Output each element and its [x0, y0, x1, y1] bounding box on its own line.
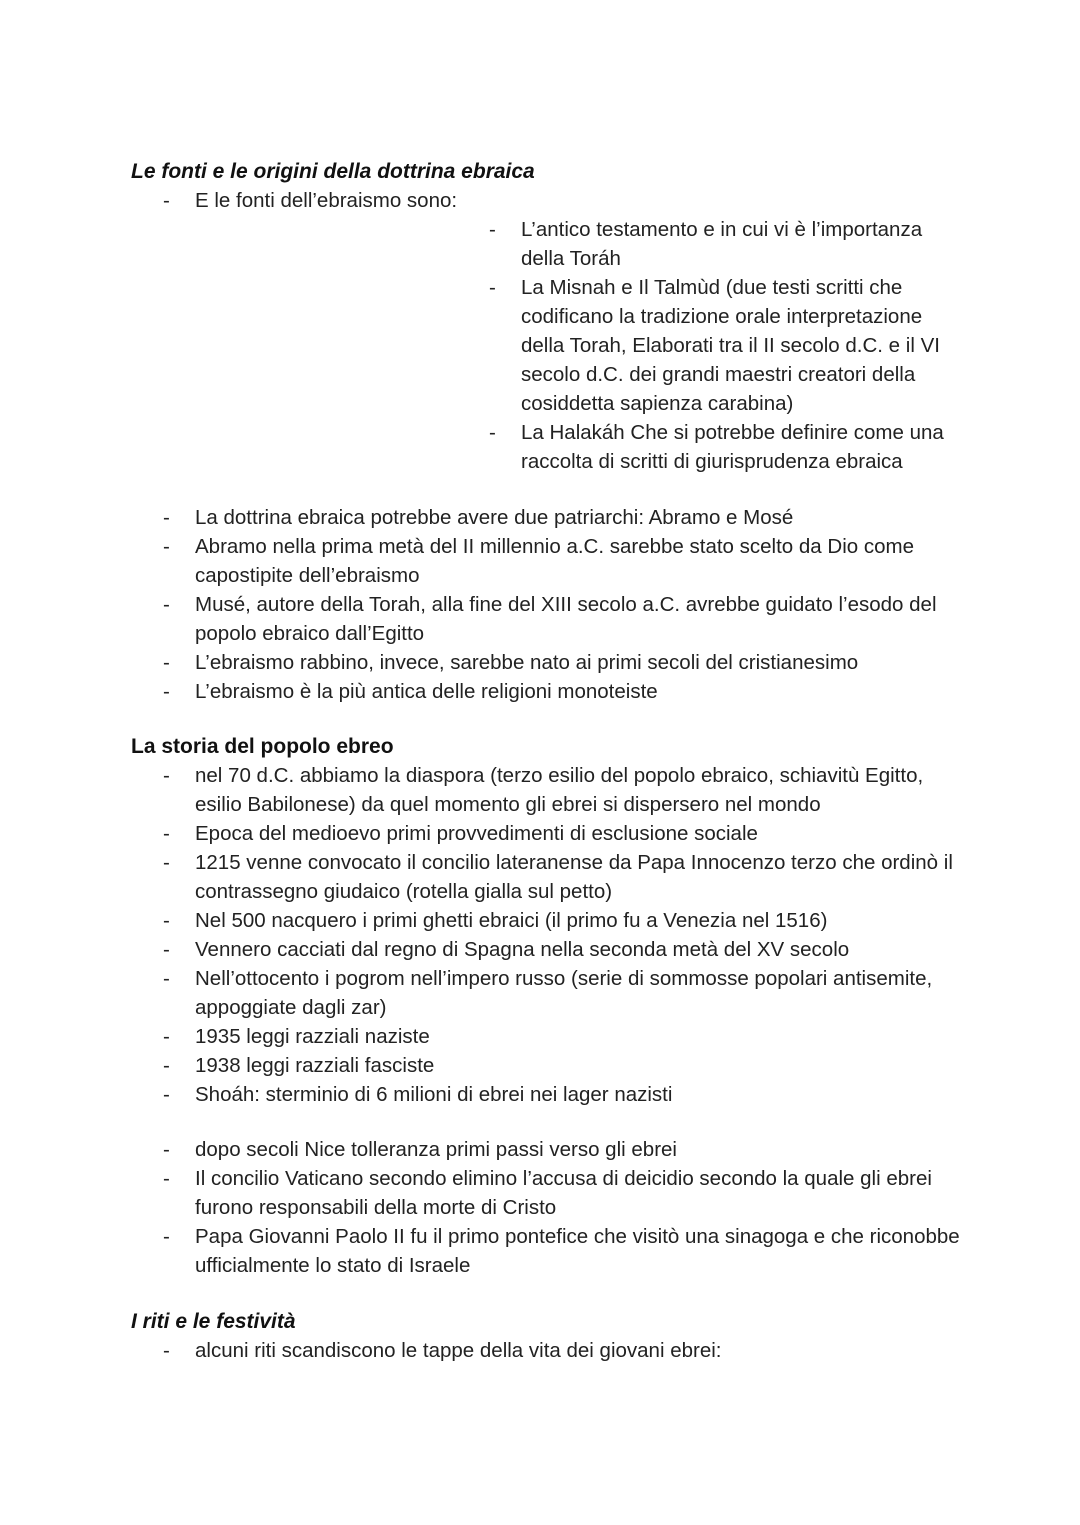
list-item: - Nel 500 nacquero i primi ghetti ebraici (il primo fu a Venezia nel 1516) — [163, 909, 828, 932]
list-item: - L’ebraismo è la più antica delle religioni monoteiste — [163, 680, 658, 703]
list-item: - Epoca del medioevo primi provvedimenti di esclusione sociale — [163, 822, 758, 845]
list-item-text: 1215 venne convocato il concilio lateranense da Papa Innocenzo terzo che ordinò il contrassegno giudaico (rotella gialla sul petto) — [195, 851, 953, 903]
section-heading-riti: I riti e le festività — [131, 1310, 296, 1333]
bullet-list-fonti-intro — [163, 186, 963, 215]
bullet-list-riti — [163, 1336, 963, 1365]
list-item-text: Musé, autore della Torah, alla fine del XIII secolo a.C. avrebbe guidato l’esodo del popolo ebraico dall’Egitto — [195, 593, 937, 645]
section-heading-fonti: Le fonti e le origini della dottrina ebraica — [131, 160, 535, 183]
list-item: - Musé, autore della Torah, alla fine del XIII secolo a.C. avrebbe guidato l’esodo del popolo ebraico dall’Egitto — [163, 593, 937, 645]
list-item: - La dottrina ebraica potrebbe avere due patriarchi: Abramo e Mosé — [163, 506, 794, 529]
list-item: - 1938 leggi razziali fasciste — [163, 1054, 435, 1077]
list-item-text: L’antico testamento e in cui vi è l’importanza della Toráh — [521, 218, 923, 270]
bullet-list-sources — [489, 215, 959, 476]
list-item-text: La Halakáh Che si potrebbe definire come una raccolta di scritti di giurisprudenza ebraica — [521, 421, 944, 473]
bullet-list-fonti-items — [163, 503, 963, 706]
list-item-text: alcuni riti scandiscono le tappe della vita dei giovani ebrei: — [195, 1339, 722, 1362]
bullet-list-storia — [163, 761, 963, 1109]
list-item-text: La Misnah e Il Talmùd (due testi scritti che codificano la tradizione orale interpretazione della Torah, Elaborati tra il II secolo d.C. e il VI secolo d.C. dei grandi maestri creatori della cosiddetta sapienza carabina) — [521, 276, 940, 415]
bullet-list-storia-later — [163, 1135, 963, 1280]
list-item: - Papa Giovanni Paolo II fu il primo pontefice che visitò una sinagoga e che riconobbe ufficialmente lo stato di Israele — [163, 1225, 960, 1277]
list-item: - Vennero cacciati dal regno di Spagna nella seconda metà del XV secolo — [163, 938, 850, 961]
list-item-text: La dottrina ebraica potrebbe avere due patriarchi: Abramo e Mosé — [195, 506, 794, 529]
list-item: - dopo secoli Nice tolleranza primi passi verso gli ebrei — [163, 1138, 677, 1161]
list-item-text: Nell’ottocento i pogrom nell’impero russo (serie di sommosse popolari antisemite, appoggiate dagli zar) — [195, 967, 933, 1019]
list-item-text: Epoca del medioevo primi provvedimenti di esclusione sociale — [195, 822, 758, 845]
list-item: - E le fonti dell’ebraismo sono: — [163, 189, 458, 212]
list-item-text: Nel 500 nacquero i primi ghetti ebraici (il primo fu a Venezia nel 1516) — [195, 909, 828, 932]
list-item: - L’antico testamento e in cui vi è l’importanza della Toráh — [489, 218, 923, 270]
list-item-text: Il concilio Vaticano secondo elimino l’accusa di deicidio secondo la quale gli ebrei furono responsabili della morte di Cristo — [195, 1167, 932, 1219]
list-item: - Shoáh: sterminio di 6 milioni di ebrei nei lager nazisti — [163, 1083, 673, 1106]
list-item: - Abramo nella prima metà del II millennio a.C. sarebbe stato scelto da Dio come capostipite dell’ebraismo — [163, 535, 914, 587]
list-item: - Il concilio Vaticano secondo elimino l’accusa di deicidio secondo la quale gli ebrei furono responsabili della morte di Cristo — [163, 1167, 932, 1219]
list-item-text: L’ebraismo è la più antica delle religioni monoteiste — [195, 680, 658, 703]
list-item: - L’ebraismo rabbino, invece, sarebbe nato ai primi secoli del cristianesimo — [163, 651, 859, 674]
list-item-text: 1935 leggi razziali naziste — [195, 1025, 430, 1048]
list-item-text: L’ebraismo rabbino, invece, sarebbe nato ai primi secoli del cristianesimo — [195, 651, 859, 674]
list-item-text: 1938 leggi razziali fasciste — [195, 1054, 435, 1077]
list-item-text: dopo secoli Nice tolleranza primi passi verso gli ebrei — [195, 1138, 677, 1161]
list-item-text: Abramo nella prima metà del II millennio a.C. sarebbe stato scelto da Dio come capostipite dell’ebraismo — [195, 535, 914, 587]
list-item: - Nell’ottocento i pogrom nell’impero russo (serie di sommosse popolari antisemite, appoggiate dagli zar) — [163, 967, 933, 1019]
list-item: - 1215 venne convocato il concilio lateranense da Papa Innocenzo terzo che ordinò il contrassegno giudaico (rotella gialla sul petto) — [163, 851, 953, 903]
list-item: - 1935 leggi razziali naziste — [163, 1025, 430, 1048]
section-heading-storia: La storia del popolo ebreo — [131, 735, 394, 758]
list-item: - La Halakáh Che si potrebbe definire come una raccolta di scritti di giurisprudenza ebraica — [489, 421, 944, 473]
list-item: - La Misnah e Il Talmùd (due testi scritti che codificano la tradizione orale interpretazione della Torah, Elaborati tra il II secolo d.C. e il VI secolo d.C. dei grandi maestri creatori della cosiddetta sapienza carabina) — [489, 276, 940, 415]
list-item-text: Papa Giovanni Paolo II fu il primo pontefice che visitò una sinagoga e che riconobbe ufficialmente lo stato di Israele — [195, 1225, 960, 1277]
list-item: - nel 70 d.C. abbiamo la diaspora (terzo esilio del popolo ebraico, schiavitù Egitto, esilio Babilonese) da quel momento gli ebrei si dispersero nel mondo — [163, 764, 924, 816]
list-item-text: Shoáh: sterminio di 6 milioni di ebrei nei lager nazisti — [195, 1083, 673, 1106]
list-item-text: nel 70 d.C. abbiamo la diaspora (terzo esilio del popolo ebraico, schiavitù Egitto, esilio Babilonese) da quel momento gli ebrei si dispersero nel mondo — [195, 764, 924, 816]
list-item-text: E le fonti dell’ebraismo sono: — [195, 189, 458, 212]
list-item: - alcuni riti scandiscono le tappe della vita dei giovani ebrei: — [163, 1339, 722, 1362]
list-item-text: Vennero cacciati dal regno di Spagna nella seconda metà del XV secolo — [195, 938, 850, 961]
